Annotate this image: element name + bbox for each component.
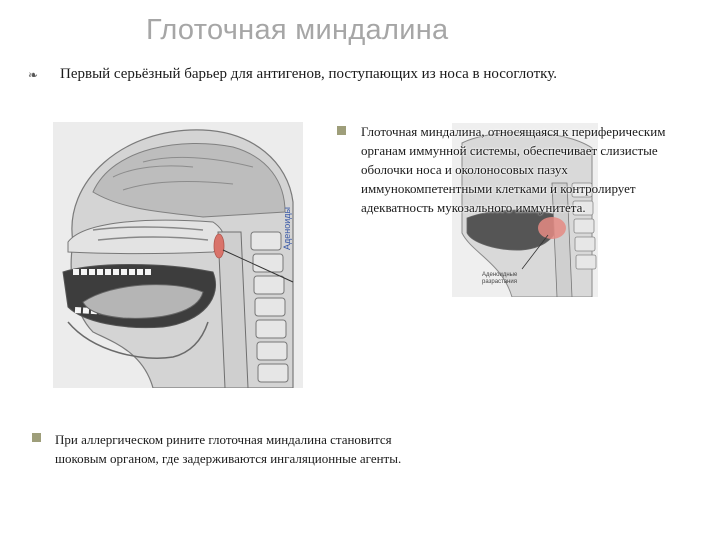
slide-title: Глоточная миндалина [146, 14, 449, 46]
main-bullet [28, 66, 608, 83]
head-section-drawing [53, 122, 303, 388]
bullet-square-icon [337, 126, 346, 135]
bottom-bullet-text: При аллергическом рините глоточная миндалина становится шоковым органом, где задерживаются ингаляционные агенты. [55, 432, 402, 466]
right-bullet-text: Глоточная миндалина, относящаяся к периферическим органам иммунной системы, обеспечивает слизистые оболочки носа и околоносовых пазух иммунокомпетентными клетками и контролирует адекватность мукозального иммунитета. [361, 124, 666, 215]
bullet-square-icon [32, 433, 41, 442]
adenoid-growth-label: Аденоидные разрастания [482, 272, 518, 285]
adenoid-label: Аденоиды [282, 207, 292, 250]
head-section-illustration [53, 122, 303, 388]
scroll-bullet-icon: ❧ [28, 68, 39, 82]
main-bullet-text: Первый серьёзный барьер для антигенов, поступающих из носа в носоглотку. [60, 66, 557, 82]
